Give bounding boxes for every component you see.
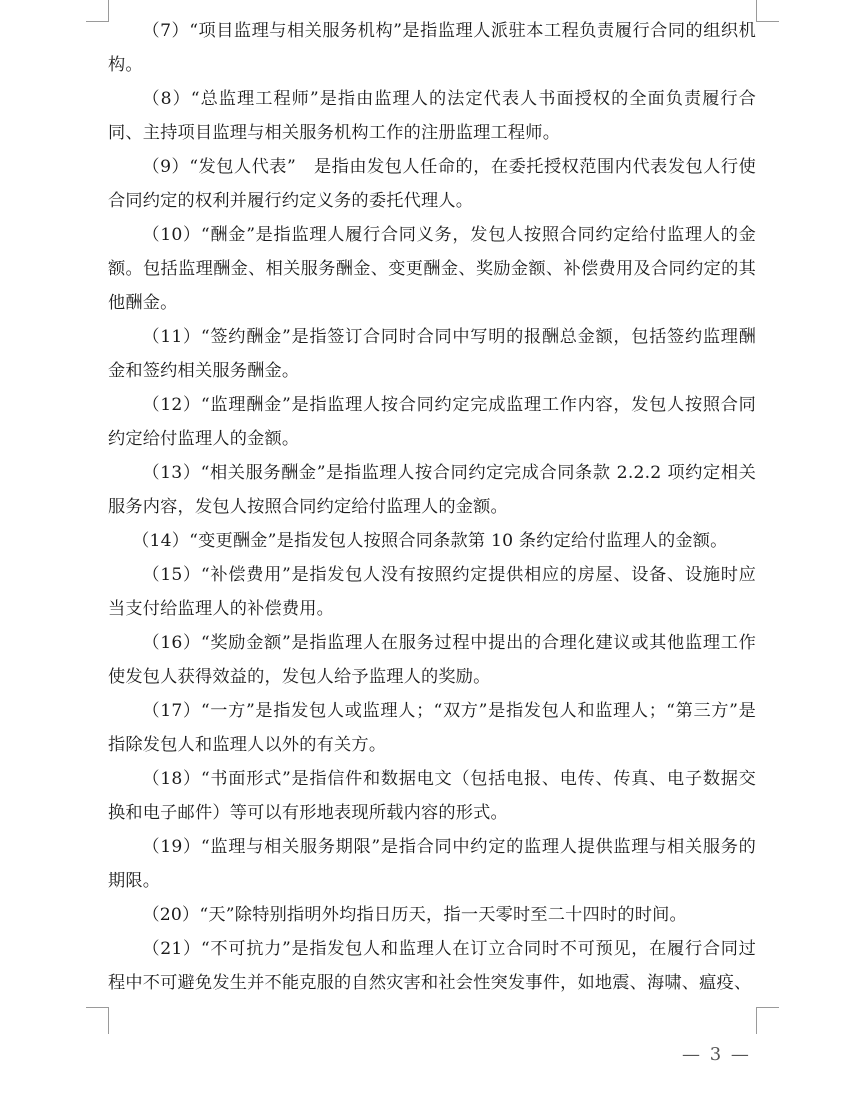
paragraph-10: （10）“酬金”是指监理人履行合同义务，发包人按照合同约定给付监理人的金额。包括监理酬金、相关服务酬金、变更酬金、奖励金额、补偿费用及合同约定的其他酬金。 [108,225,756,313]
paragraph-8: （8）“总监理工程师”是指由监理人的法定代表人书面授权的全面负责履行合同、主持项目监理与相关服务机构工作的注册监理工程师。 [108,89,756,143]
crop-mark-top-right [756,0,779,22]
paragraph-21: （21）“不可抗力”是指发包人和监理人在订立合同时不可预见，在履行合同过程中不可避免发生并不能克服的自然灾害和社会性突发事件，如地震、海啸、瘟疫、 [108,939,756,993]
paragraph-11: （11）“签约酬金”是指签订合同时合同中写明的报酬总金额，包括签约监理酬金和签约相关服务酬金。 [108,327,756,381]
paragraph-20: （20）“天”除特别指明外均指日历天，指一天零时至二十四时的时间。 [142,905,687,925]
paragraph-12: （12）“监理酬金”是指监理人按合同约定完成监理工作内容，发包人按照合同约定给付监理人的金额。 [108,395,756,449]
paragraph-17: （17）“一方”是指发包人或监理人；“双方”是指发包人和监理人；“第三方”是指除发包人和监理人以外的有关方。 [108,701,756,755]
crop-mark-bottom-left [86,1007,109,1034]
paragraph-7: （7）“项目监理与相关服务机构”是指监理人派驻本工程负责履行合同的组织机构。 [108,21,756,75]
page-number: — 3 — [682,1044,751,1065]
paragraph-15: （15）“补偿费用”是指发包人没有按照约定提供相应的房屋、设备、设施时应当支付给监理人的补偿费用。 [108,565,756,619]
paragraph-16: （16）“奖励金额”是指监理人在服务过程中提出的合理化建议或其他监理工作使发包人获得效益的，发包人给予监理人的奖励。 [108,633,756,687]
document-body [108,14,756,1000]
paragraph-18: （18）“书面形式”是指信件和数据电文（包括电报、电传、传真、电子数据交换和电子邮件）等可以有形地表现所载内容的形式。 [108,769,756,823]
paragraph-14: （14）“变更酬金”是指发包人按照合同条款第 10 条约定给付监理人的金额。 [132,531,728,551]
paragraph-9: （9）“发包人代表” 是指由发包人任命的，在委托授权范围内代表发包人行使合同约定的权利并履行约定义务的委托代理人。 [108,157,756,211]
crop-mark-bottom-right [756,1007,779,1034]
paragraph-19: （19）“监理与相关服务期限”是指合同中约定的监理人提供监理与相关服务的期限。 [108,837,756,891]
paragraph-13: （13）“相关服务酬金”是指监理人按合同约定完成合同条款 2.2.2 项约定相关服务内容，发包人按照合同约定给付监理人的金额。 [108,463,756,517]
crop-mark-top-left [86,0,109,22]
